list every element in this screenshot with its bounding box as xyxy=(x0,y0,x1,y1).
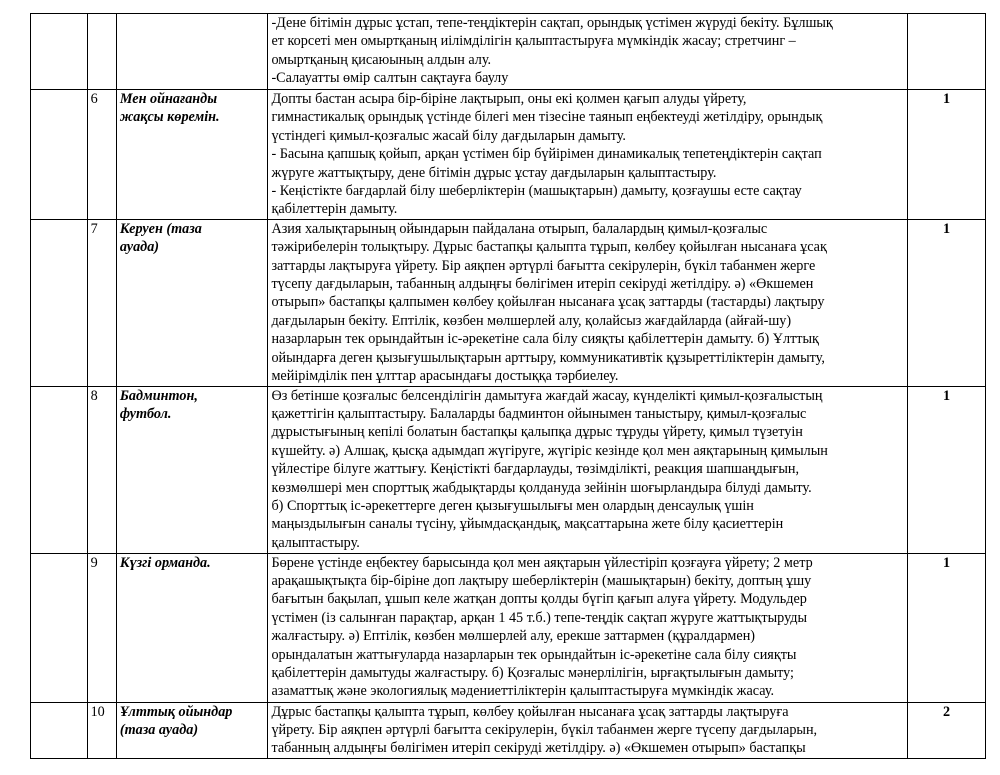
content-line: табанның алдыңғы бөлігімен итеріп секіруді жетілдіру. ә) «Өкшемен отырып» бастапқы xyxy=(271,740,806,757)
table-row xyxy=(31,90,986,220)
content-cell xyxy=(268,14,908,90)
hours-cell: 1 xyxy=(908,553,986,702)
content-line: қалыптастыру. xyxy=(271,534,360,551)
content-line: -Салауатты өмір салтын сақтауға баулу xyxy=(271,70,509,87)
topic-cell xyxy=(116,219,268,386)
topic-line: ауада) xyxy=(119,239,160,256)
row-number xyxy=(87,14,116,90)
content-line: үйлестіре білуге жаттығу. Кеңістікті бағдарлауды, төзімділікті, реакция шапшаңдығын, xyxy=(271,461,799,478)
blank-cell xyxy=(31,90,88,220)
content-line: - Басына қапшық қойып, арқан үстімен бір бүйірімен динамикалық тепетеңдіктерін сақтап xyxy=(271,146,822,163)
content-line: күшейту. ә) Алшақ, қысқа адымдап жүгіруге, жүгіріс кезінде қол мен аяқтарының қимылын xyxy=(271,442,828,459)
topic-line: (таза ауада) xyxy=(119,721,199,738)
content-line: үстіндегі қимыл-қозғалыс жасай білу дағдыларын дамыту. xyxy=(271,127,626,144)
content-line: гимнастикалық орындық үстінде білегі мен тізесіне таянып еңбектеуді жетілдіру, орындық xyxy=(271,109,823,126)
topic-line: Мен ойнағанды xyxy=(119,91,218,107)
content-cell xyxy=(268,702,908,758)
content-line: омыртқаның қисаюының алдын алу. xyxy=(271,51,492,68)
hours-cell xyxy=(908,14,986,90)
blank-cell xyxy=(31,386,88,553)
row-number: 6 xyxy=(87,90,116,220)
topic-line: футбол. xyxy=(119,405,172,422)
content-line: қажеттігін қалыптастыру. Балаларды бадминтон ойынымен таныстыру, қимыл-қозғалыс xyxy=(271,405,807,422)
hours-cell: 1 xyxy=(908,386,986,553)
hours-cell: 2 xyxy=(908,702,986,758)
row-number: 8 xyxy=(87,386,116,553)
topic-line: Ұлттық ойындар xyxy=(119,703,233,720)
content-line: отырып» бастапқы қалпымен көлбеу қойылған нысанаға ұсақ заттарды (тастарды) лақтыру xyxy=(271,294,825,311)
table-row xyxy=(31,553,986,702)
content-line: Дұрыс бастапқы қалыпта тұрып, көлбеу қойылған нысанаға ұсақ заттарды лақтыруға xyxy=(271,703,789,720)
content-line: б) Спорттық іс-әрекеттерге деген қызығушылығы мен олардың денсаулық үшін xyxy=(271,497,754,514)
content-line: маңыздылығын саналы түсіну, ұйымдасқандық, мақсаттарына жете білу қасиеттерін xyxy=(271,516,784,533)
hours-cell: 1 xyxy=(908,90,986,220)
content-line: үйрету. Бір аяқпен әртүрлі бағытта секірулерін, бүкіл табанмен жерге түсепу дағдыларын, xyxy=(271,721,818,738)
content-line: ет корсеті мен омыртқаның иілімділігін қалыптастыруға мүмкіндік жасау; стретчинг – xyxy=(271,33,796,50)
content-line: азаматтық және экологиялық мәдениеттіліктерін қалыптастыруға мүмкіндік жасау. xyxy=(271,683,775,700)
table-row xyxy=(31,219,986,386)
content-line: заттарды лақтыруға үйрету. Бір аяқпен әртүрлі бағытта секірулерін, бүкіл табанмен жерге xyxy=(271,257,816,274)
content-line: жалғастыру. ә) Ептілік, көзбен мөлшерлей алу, ерекше заттармен (құралдармен) xyxy=(271,628,756,645)
content-line: үстімен (із салынған парақтар, арқан 1 45 т.б.) тепе-теңдік сақтап жүруге жаттықтыруды xyxy=(271,609,808,626)
blank-cell xyxy=(31,702,88,758)
content-line: - Кеңістікте бағдарлай білу шеберліктерін (машықтарын) дамыту, қозғаушы есте сақтау xyxy=(271,183,802,200)
topic-cell xyxy=(116,386,268,553)
content-line: -Дене бітімін дұрыс ұстап, тепе-теңдіктерін сақтап, орындық үстімен жүруді бекіту. Бұлшық xyxy=(271,15,833,31)
table-row xyxy=(31,702,986,758)
content-line: мейірімділік пен ұлттар арасындағы достыққа тәрбиелеу. xyxy=(271,368,619,385)
table-row xyxy=(31,386,986,553)
content-cell xyxy=(268,553,908,702)
content-line: дағдыларын бекіту. Ептілік, көзбен мөлшерлей алу, қолайсыз жағдайларда (айғай-шу) xyxy=(271,312,792,329)
content-line: түсепу дағдыларын, табанның алдыңғы бөлігімен итеріп секіруді жетілдіру. ә) «Өкшемен xyxy=(271,276,814,293)
topic-cell xyxy=(116,553,268,702)
content-line: қабілеттерін дамытуды жалғастыру. б) Қозғалыс мәнерлілігін, ырғақтылығын дамыту; xyxy=(271,664,794,681)
content-line: назарларын тек орындайтын іс-әрекетіне сала білу сияқты қабілеттерін дамыту. б) Ұлттық xyxy=(271,331,819,348)
content-line: дұрыстығының кепілі болатын бастапқы қалыпқа дұрыс тұруды үйрету, қимыл түзетуін xyxy=(271,424,803,441)
content-line: Азия халықтарының ойындарын пайдалана отырып, балалардың қимыл-қозғалыс xyxy=(271,220,768,237)
content-line: орындалатын жаттығуларда назарларын тек орындайтын іс-әрекетіне сала білу сияқты xyxy=(271,646,797,663)
lesson-plan-table xyxy=(30,13,986,759)
blank-cell xyxy=(31,553,88,702)
content-line: көзмөлшері мен спорттық жабдықтарды қолдануда зейінін шоғырландыра білуді дамыту. xyxy=(271,479,812,496)
topic-line: Күзгі орманда. xyxy=(119,554,211,571)
topic-cell xyxy=(116,702,268,758)
row-number: 7 xyxy=(87,219,116,386)
content-cell xyxy=(268,219,908,386)
content-cell xyxy=(268,386,908,553)
topic-line: жақсы көремін. xyxy=(119,109,220,126)
content-line: Өз бетінше қозғалыс белсенділігін дамытуға жағдай жасау, күнделікті қимыл-қозғалыстың xyxy=(271,387,823,404)
row-number: 9 xyxy=(87,553,116,702)
content-line: жүруге жаттықтыру, дене бітімін дұрыс ұстау дағдыларын қалыптастыру. xyxy=(271,164,717,181)
blank-cell xyxy=(31,219,88,386)
hours-cell: 1 xyxy=(908,219,986,386)
content-line: бағытын бақылап, ұшып келе жатқан допты қолды бүгіп қағып алуға үйрету. Модульдер xyxy=(271,591,807,608)
content-line: қабілеттерін дамыту. xyxy=(271,201,398,218)
content-line: тәжірибелерін толықтыру. Дұрыс бастапқы қалыпта тұрып, көлбеу қойылған нысанаға ұсақ xyxy=(271,239,827,256)
topic-line: Керуен (таза xyxy=(119,220,202,237)
topic-cell xyxy=(116,90,268,220)
topic-line: Бадминтон, xyxy=(119,387,198,404)
content-line: Бөрене үстінде еңбектеу барысында қол мен аяқтарын үйлестіріп қозғауға үйрету; 2 метр xyxy=(271,554,813,571)
content-line: Допты бастан асыра бір-біріне лақтырып, оны екі қолмен қағып алуды үйрету, xyxy=(271,91,747,107)
row-number: 10 xyxy=(87,702,116,758)
topic-cell xyxy=(116,14,268,90)
content-line: ойындарға деген қызығушылықтарын арттыру, коммуникативтік құзыреттіліктерін дамыту, xyxy=(271,349,825,366)
table-row xyxy=(31,14,986,90)
content-cell xyxy=(268,90,908,220)
content-line: арақашықтықта бір-біріне доп лақтыру шеберліктерін (машықтарын) бекіту, доптың ұшу xyxy=(271,572,812,589)
blank-cell xyxy=(31,14,88,90)
